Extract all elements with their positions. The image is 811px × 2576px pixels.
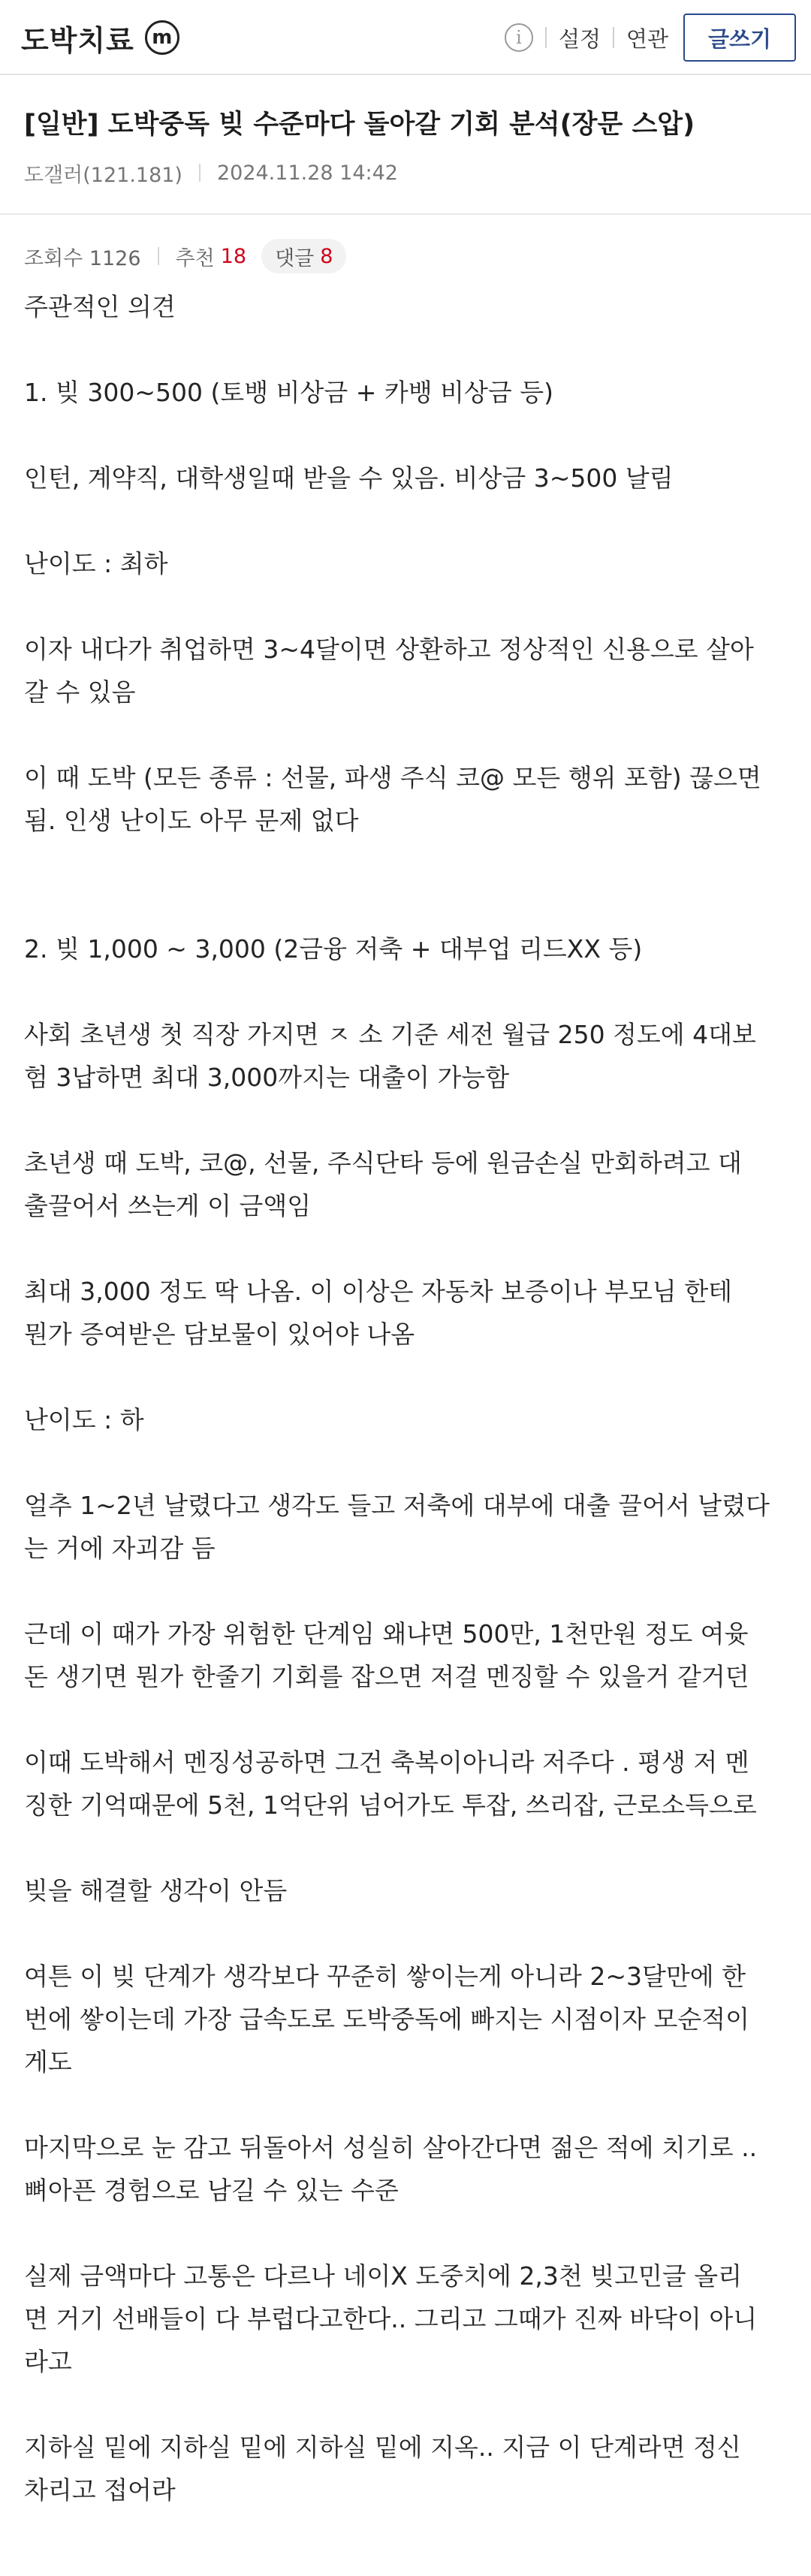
divider: [158, 247, 159, 265]
body-line: 얼추 1~2년 날렸다고 생각도 들고 저축에 대부에 대출 끌어서 날렸다: [24, 1491, 770, 1520]
post-body: [24, 285, 790, 2511]
info-icon[interactable]: i: [505, 23, 533, 52]
body-line: 지하실 밑에 지하실 밑에 지하실 밑에 지옥.. 지금 이 단계라면 정신: [24, 2433, 741, 2462]
body-line: 출끌어서 쓰는게 이 금액임: [24, 1191, 312, 1220]
settings-link[interactable]: 설정: [558, 26, 601, 52]
body-line: 면 거기 선배들이 다 부럽다고한다.. 그리고 그때가 진짜 바닥이 아니: [24, 2304, 758, 2333]
body-line: 됨. 인생 난이도 아무 문제 없다: [24, 806, 359, 835]
body-line: 1. 빚 300~500 (토뱅 비상금 + 카뱅 비상금 등): [24, 378, 553, 407]
post-meta: [24, 158, 398, 188]
paragraph-gap: [24, 1570, 790, 1612]
post-header: [0, 75, 811, 215]
paragraph-gap: [24, 713, 790, 756]
body-line: 근데 이 때가 가장 위험한 단계임 왜냐면 500만, 1천만원 정도 여윳: [24, 1619, 749, 1648]
recommend-count: 18: [220, 244, 247, 268]
header-actions: [505, 14, 796, 62]
body-line: 험 3납하면 최대 3,000까지는 대출이 가능함: [24, 1063, 510, 1092]
body-line: 뼈아픈 경험으로 남길 수 있는 수준: [24, 2176, 399, 2205]
paragraph-gap: [24, 2212, 790, 2255]
body-line: 징한 기억때문에 5천, 1억단위 넘어가도 투잡, 쓰리잡, 근로소득으로: [24, 1790, 757, 1820]
body-line: 마지막으로 눈 감고 뒤돌아서 성실히 살아간다면 젊은 적에 치기로 ..: [24, 2133, 758, 2162]
gallery-brand[interactable]: [21, 17, 179, 59]
paragraph-gap: [24, 1099, 790, 1142]
body-line: 라고: [24, 2347, 72, 2376]
body-line: 여튼 이 빚 단계가 생각보다 꾸준히 쌓이는게 아니라 2~3달만에 한: [24, 1962, 746, 1991]
post-title: [일반] 도박중독 빚 수준마다 돌아갈 기회 분석(장문 스압): [24, 110, 695, 140]
body-line: 돈 생기면 뭔가 한줄기 기회를 잡으면 저걸 멘징할 수 있을거 같거던: [24, 1662, 749, 1691]
write-post-button[interactable]: 글쓰기: [683, 14, 796, 62]
paragraph-gap: [24, 1912, 790, 1955]
body-line: 이때 도박해서 멘징성공하면 그건 축복이아니라 저주다 . 평생 저 멘: [24, 1748, 749, 1777]
body-line: 이 때 도박 (모든 종류 : 선물, 파생 주식 코@ 모든 행위 포함) 끊으면: [24, 763, 761, 792]
paragraph-gap: [24, 414, 790, 457]
gallery-title[interactable]: 도박치료: [21, 23, 134, 57]
body-line: 최대 3,000 정도 딱 나옴. 이 이상은 자동차 보증이나 부모님 한테: [24, 1277, 733, 1306]
paragraph-gap: [24, 1441, 790, 1484]
recommend-label: 추천: [175, 246, 215, 270]
paragraph-gap: [24, 885, 790, 928]
body-line: 초년생 때 도박, 코@, 선물, 주식단타 등에 원금손실 만회하려고 대: [24, 1148, 742, 1178]
paragraph-gap: [24, 842, 790, 885]
divider: [545, 27, 547, 48]
body-line: 인턴, 계약직, 대학생일때 받을 수 있음. 비상금 3~500 날림: [24, 463, 674, 493]
top-header: [0, 0, 811, 75]
comments-label: 댓글: [275, 246, 315, 270]
divider: [199, 164, 200, 182]
minor-gallery-icon: m: [145, 20, 179, 55]
paragraph-gap: [24, 499, 790, 542]
body-line: 빚을 해결할 생각이 안듬: [24, 1876, 288, 1905]
paragraph-gap: [24, 328, 790, 371]
paragraph-gap: [24, 970, 790, 1013]
paragraph-gap: [24, 1826, 790, 1869]
comments-count: 8: [320, 244, 333, 268]
paragraph-gap: [24, 2383, 790, 2426]
body-line: 뭔가 증여받은 담보물이 있어야 나옴: [24, 1320, 415, 1349]
paragraph-gap: [24, 2083, 790, 2126]
divider: [613, 27, 614, 48]
post-stats: [24, 239, 346, 273]
post-datetime: 2024.11.28 14:42: [216, 161, 398, 185]
body-line: 차리고 접어라: [24, 2475, 176, 2505]
body-line: 2. 빚 1,000 ~ 3,000 (2금융 저축 + 대부업 리드XX 등): [24, 934, 643, 964]
comments-button[interactable]: [261, 239, 346, 273]
body-line: 주관적인 의견: [24, 292, 176, 321]
body-line: 실제 금액마다 고통은 다르나 네이X 도중치에 2,3천 빚고민글 올리: [24, 2261, 742, 2291]
body-line: 난이도 : 최하: [24, 549, 168, 578]
body-line: 는 거에 자괴감 듬: [24, 1534, 216, 1563]
body-line: 게도: [24, 2047, 72, 2077]
body-line: 난이도 : 하: [24, 1405, 144, 1434]
body-line: 사회 초년생 첫 직장 가지면 ㅈ 소 기준 세전 월급 250 정도에 4대보: [24, 1020, 756, 1049]
body-line: 갈 수 있음: [24, 677, 136, 707]
body-line: 번에 쌓이는데 가장 급속도로 도박중독에 빠지는 시점이자 모순적이: [24, 2004, 750, 2034]
related-link[interactable]: 연관: [626, 26, 668, 52]
view-count: 조회수 1126: [24, 246, 141, 270]
paragraph-gap: [24, 585, 790, 628]
body-line: 이자 내다가 취업하면 3~4달이면 상환하고 정상적인 신용으로 살아: [24, 635, 754, 664]
paragraph-gap: [24, 1698, 790, 1741]
post-author[interactable]: 도갤러(121.181): [24, 163, 182, 187]
paragraph-gap: [24, 1356, 790, 1398]
paragraph-gap: [24, 1227, 790, 1270]
